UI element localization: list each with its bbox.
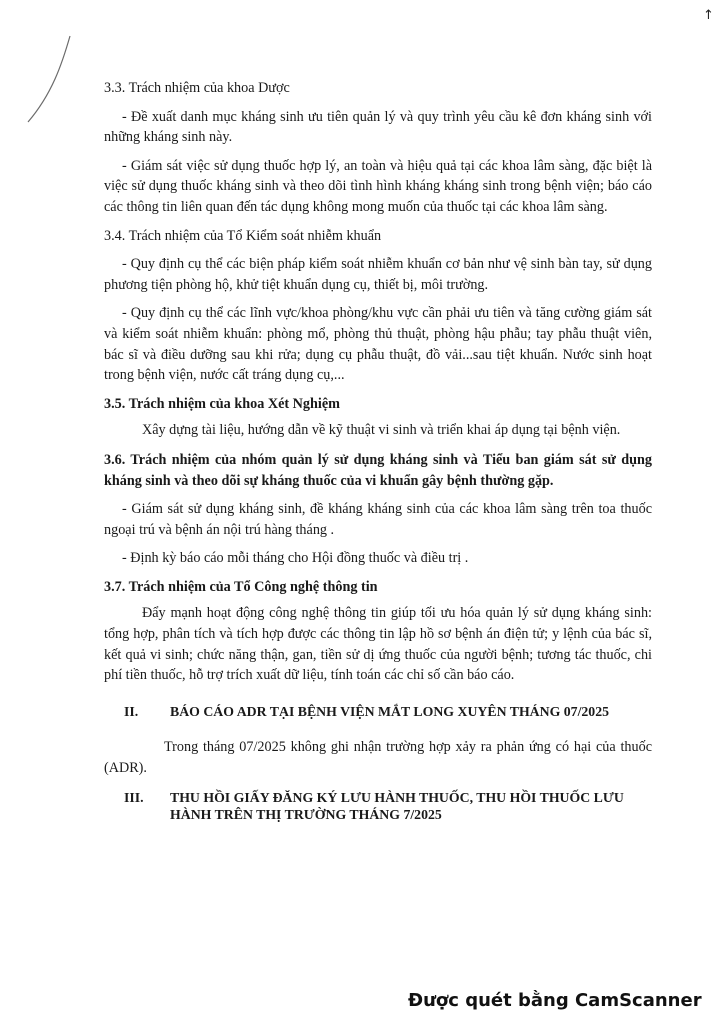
paragraph-3-5: Xây dựng tài liệu, hướng dẫn về kỹ thuật vi sinh và triển khai áp dụng tại bệnh viện.: [142, 422, 621, 439]
heading-3-6: 3.6. Trách nhiệm của nhóm quản lý sử dụng kháng sinh và Tiểu ban giám sát sử dụng kháng sinh và theo dõi sự kháng thuốc của vi khuẩn gây bệnh thường gặp.: [104, 451, 652, 489]
section-II-body: Trong tháng 07/2025 không ghi nhận trường hợp xảy ra phản ứng có hại của thuốc (ADR).: [104, 739, 652, 776]
paragraph-3-6-b: - Định kỳ báo cáo mỗi tháng cho Hội đồng thuốc và điều trị .: [122, 550, 469, 567]
section-II-number: II.: [124, 704, 139, 719]
camscanner-watermark: Được quét bằng CamScanner: [408, 990, 702, 1011]
paragraph-3-6-a: - Giám sát sử dụng kháng sinh, đề kháng kháng sinh của các khoa lâm sàng trên toa thuốc ngoại trú và bệnh án nội trú hàng tháng .: [104, 501, 652, 538]
paragraph-3-3-b: - Giám sát việc sử dụng thuốc hợp lý, an toàn và hiệu quả tại các khoa lâm sàng, đặc biệt là việc sử dụng thuốc kháng sinh và theo dõi tình hình kháng kháng sinh trong bệnh viện; báo cáo các thông tin liên quan đến tác dụng không mong muốn của thuốc tại các khoa lâm sàng.: [104, 157, 652, 215]
section-II-title: BÁO CÁO ADR TẠI BỆNH VIỆN MẮT LONG XUYÊN THÁNG 07/2025: [170, 704, 610, 719]
pencil-stroke-mark: [22, 34, 82, 124]
main-content: [104, 78, 652, 686]
heading-3-7: 3.7. Trách nhiệm của Tổ Công nghệ thông tin: [104, 578, 378, 595]
paragraph-3-4-b: - Quy định cụ thể các lĩnh vực/khoa phòng/khu vực cần phải ưu tiên và tăng cường giám sát và kiểm soát nhiễm khuẩn: phòng mổ, phòng thủ thuật, phòng hậu phẫu; tay phẫu thuật viên, bác sĩ và điều dưỡng sau khi rửa; dụng cụ phẫu thuật, đồ vải...sau tiệt khuẩn. Nước sinh hoạt trong bệnh viện, nước cất tráng dụng cụ,...: [104, 305, 652, 384]
paragraph-3-7: Đẩy mạnh hoạt động công nghệ thông tin giúp tối ưu hóa quản lý sử dụng kháng sinh: tổng hợp, phân tích và tích hợp được các thông tin lập hồ sơ bệnh án điện tử; y lệnh của bác sĩ, kết quả vi sinh; chức năng thận, gan, tiền sử dị ứng thuốc của người bệnh; tương tác thuốc, chi phí tiền thuốc, hỗ trợ trích xuất dữ liệu, tính toán các chỉ số cần báo cáo.: [104, 605, 652, 684]
paragraph-3-4-a: - Quy định cụ thể các biện pháp kiểm soát nhiễm khuẩn cơ bản như vệ sinh bàn tay, sử dụng phương tiện phòng hộ, khử tiệt khuẩn dụng cụ, thiết bị, môi trường.: [104, 256, 652, 293]
section-III-number: III.: [124, 790, 144, 805]
section-III-title: THU HỒI GIẤY ĐĂNG KÝ LƯU HÀNH THUỐC, THU HỒI THUỐC LƯU HÀNH TRÊN THỊ TRƯỜNG THÁNG 7/2025: [170, 790, 624, 822]
corner-mark: ↑: [703, 8, 714, 23]
paragraph-3-3-a: - Đề xuất danh mục kháng sinh ưu tiên quản lý và quy trình yêu cầu kê đơn kháng sinh với những kháng sinh này.: [104, 108, 652, 146]
heading-3-4: 3.4. Trách nhiệm của Tổ Kiểm soát nhiễm khuẩn: [104, 227, 382, 244]
heading-3-5: 3.5. Trách nhiệm của khoa Xét Nghiệm: [104, 395, 340, 412]
heading-3-3: 3.3. Trách nhiệm của khoa Dược: [104, 80, 290, 96]
